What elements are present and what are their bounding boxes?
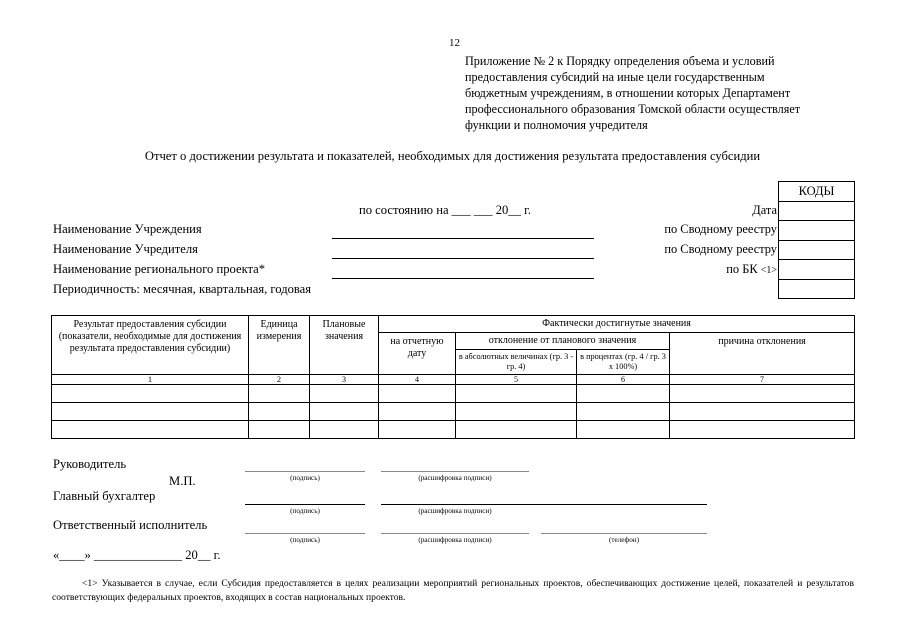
table-cell[interactable] bbox=[249, 421, 310, 439]
column-number: 3 bbox=[310, 375, 379, 385]
head-signature-caption: (подпись) bbox=[290, 474, 320, 482]
table-cell[interactable] bbox=[577, 403, 670, 421]
head-transcript-line[interactable] bbox=[381, 471, 529, 472]
executor-signature-caption: (подпись) bbox=[290, 536, 320, 544]
bk-label bbox=[726, 262, 777, 277]
header-unit: Единица измерения bbox=[249, 316, 310, 375]
header-reporting-date: на отчетную дату bbox=[379, 333, 456, 375]
column-number: 2 bbox=[249, 375, 310, 385]
registry-label-2: по Сводному реестру bbox=[664, 242, 777, 256]
code-date-cell[interactable] bbox=[779, 201, 855, 221]
footnote: <1> Указывается в случае, если Субсидия предоставляется в целях реализации мероприятий региональных проектов, обеспечивающих достижение целей, показателей и результатов соответствующих федеральных проектов, входящих в состав национальных проектов. bbox=[52, 578, 854, 603]
column-number: 6 bbox=[577, 375, 670, 385]
report-title: Отчет о достижении результата и показателей, необходимых для достижения результата предоставления субсидии bbox=[144, 149, 761, 163]
table-cell[interactable] bbox=[577, 385, 670, 403]
appendix-line: бюджетным учреждениям, в отношении которых Департамент bbox=[465, 86, 791, 100]
table-cell[interactable] bbox=[670, 421, 855, 439]
table-cell[interactable] bbox=[456, 385, 577, 403]
page-number: 12 bbox=[449, 37, 460, 49]
code-empty-cell[interactable] bbox=[779, 279, 855, 299]
table-row bbox=[52, 403, 855, 421]
table-cell[interactable] bbox=[379, 385, 456, 403]
table-cell[interactable] bbox=[456, 421, 577, 439]
chief-accountant-label: Главный бухгалтер bbox=[53, 489, 156, 503]
table-row bbox=[52, 421, 855, 439]
head-transcript-caption: (расшифровка подписи) bbox=[418, 474, 492, 482]
executor-signature-line[interactable] bbox=[245, 533, 365, 534]
accountant-signature-line[interactable] bbox=[245, 504, 365, 505]
executor-phone-line[interactable] bbox=[541, 533, 707, 534]
accountant-signature-caption: (подпись) bbox=[290, 507, 320, 515]
table-row bbox=[52, 385, 855, 403]
bk-label-text: по БК bbox=[726, 262, 758, 276]
appendix-line: профессионального образования Томской области осуществляет bbox=[465, 102, 801, 116]
appendix-caption bbox=[465, 53, 855, 133]
date-label: Дата bbox=[752, 203, 777, 217]
periodicity-label: Периодичность: месячная, квартальная, годовая bbox=[53, 282, 312, 296]
table-cell[interactable] bbox=[249, 385, 310, 403]
institution-label: Наименование Учреждения bbox=[53, 222, 202, 236]
stamp-label: М.П. bbox=[169, 474, 196, 488]
executor-phone-caption: (телефон) bbox=[608, 536, 640, 544]
table-cell[interactable] bbox=[310, 421, 379, 439]
table-cell[interactable] bbox=[310, 385, 379, 403]
table-cell[interactable] bbox=[52, 385, 249, 403]
header-deviation: отклонение от планового значения bbox=[456, 333, 670, 350]
header-actual: Фактически достигнутые значения bbox=[379, 316, 855, 333]
column-number: 4 bbox=[379, 375, 456, 385]
appendix-line: Приложение № 2 к Порядку определения объема и условий bbox=[465, 54, 775, 68]
header-reason: причина отклонения bbox=[670, 333, 855, 375]
table-cell[interactable] bbox=[379, 421, 456, 439]
bk-footnote-ref: <1> bbox=[760, 265, 777, 276]
table-cell[interactable] bbox=[52, 421, 249, 439]
code-registry-cell-2[interactable] bbox=[779, 240, 855, 260]
head-signature-line[interactable] bbox=[245, 471, 365, 472]
table-cell[interactable] bbox=[379, 403, 456, 421]
status-date-line: по состоянию на ___ ___ 20__ г. bbox=[359, 203, 531, 217]
codes-table bbox=[778, 181, 855, 299]
code-bk-cell[interactable] bbox=[779, 260, 855, 280]
accountant-transcript-line[interactable] bbox=[381, 504, 707, 505]
header-result: Результат предоставления субсидии (показатели, необходимые для достижения результата предоставления субсидии) bbox=[52, 316, 249, 375]
table-cell[interactable] bbox=[577, 421, 670, 439]
appendix-line: функции и полномочия учредителя bbox=[465, 118, 648, 132]
founder-field-line[interactable] bbox=[332, 258, 594, 259]
regional-project-field-line[interactable] bbox=[332, 278, 594, 279]
table-cell[interactable] bbox=[670, 403, 855, 421]
table-cell[interactable] bbox=[456, 403, 577, 421]
founder-label: Наименование Учредителя bbox=[53, 242, 198, 256]
code-registry-cell-1[interactable] bbox=[779, 221, 855, 241]
accountant-transcript-caption: (расшифровка подписи) bbox=[418, 507, 492, 515]
registry-label-1: по Сводному реестру bbox=[664, 222, 777, 236]
appendix-line: предоставления субсидий на иные цели государственным bbox=[465, 70, 765, 84]
table-cell[interactable] bbox=[310, 403, 379, 421]
codes-header: КОДЫ bbox=[779, 182, 855, 202]
header-planned: Плановые значения bbox=[310, 316, 379, 375]
column-number: 7 bbox=[670, 375, 855, 385]
column-numbers-row bbox=[52, 375, 855, 385]
header-absolute: в абсолютных величинах (гр. 3 - гр. 4) bbox=[456, 350, 577, 375]
header-percent: в процентах (гр. 4 / гр. 3 x 100%) bbox=[577, 350, 670, 375]
table-cell[interactable] bbox=[52, 403, 249, 421]
table-cell[interactable] bbox=[249, 403, 310, 421]
table-cell[interactable] bbox=[670, 385, 855, 403]
executor-label: Ответственный исполнитель bbox=[53, 518, 208, 532]
executor-transcript-line[interactable] bbox=[381, 533, 529, 534]
institution-field-line[interactable] bbox=[332, 238, 594, 239]
signature-date-line: «____» ______________ 20__ г. bbox=[53, 548, 221, 562]
column-number: 5 bbox=[456, 375, 577, 385]
regional-project-label: Наименование регионального проекта* bbox=[53, 262, 266, 276]
executor-transcript-caption: (расшифровка подписи) bbox=[418, 536, 492, 544]
results-table bbox=[51, 315, 855, 439]
column-number: 1 bbox=[52, 375, 249, 385]
head-label: Руководитель bbox=[53, 457, 127, 471]
